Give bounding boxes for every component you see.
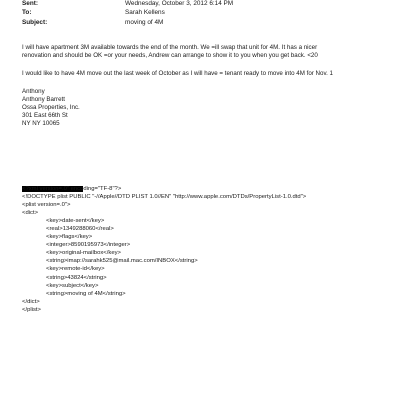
plist-block — [22, 185, 306, 314]
to-value: Sarah Kellens — [125, 9, 165, 16]
body-line: renovation and should be OK =or your needs, Andrew can arrange to show it to you when you get back. <20 — [22, 52, 318, 60]
plist-line: <string>imap://sarahk525@mail.mac.com/INBOX</string> — [46, 258, 198, 265]
plist-line: <key>original-mailbox</key> — [46, 250, 121, 257]
plist-line: </plist> — [22, 306, 41, 313]
body-paragraph-2 — [22, 70, 382, 78]
signature-block — [22, 88, 80, 128]
body-line: I will have apartment 3M available towards the end of the month. We =ill swap that unit for 4M. It has a nicer — [22, 44, 318, 51]
signature-company: Ossa Properties, Inc. — [22, 104, 80, 112]
plist-line: <!DOCTYPE plist PUBLIC "-//Apple//DTD PLIST 1.0//EN" "http://www.apple.com/DTDs/PropertyList-1.0.dtd"> — [22, 194, 307, 201]
sent-label: Sent: — [22, 0, 38, 7]
plist-line: <real>1349288060</real> — [46, 226, 114, 233]
signature-short-name: Anthony — [22, 88, 45, 95]
plist-line: <key>date-sent</key> — [46, 218, 105, 225]
plist-line: <plist version=.0"> — [22, 202, 71, 209]
subject-value: moving of 4M — [125, 19, 164, 26]
plist-line: <string>moving of 4M</string> — [46, 290, 126, 297]
plist-line: <key>flags</key> — [46, 234, 93, 241]
signature-full-name: Anthony Barrett — [22, 96, 65, 104]
plist-line: <key>subject</key> — [46, 282, 99, 289]
subject-label: Subject: — [22, 19, 48, 26]
body-paragraph-1 — [22, 44, 382, 60]
body-line: I would like to have 4M move out the last week of October as I will have = tenant ready to move into 4M for Nov. 1 — [22, 70, 333, 77]
plist-line: <key>remote-id</key> — [46, 266, 105, 273]
plist-line: <string>43824</string> — [46, 274, 107, 281]
plist-line: <integer>8590195973</integer> — [46, 242, 131, 249]
plist-line: </dict> — [22, 298, 40, 305]
to-label: To: — [22, 9, 32, 16]
signature-street: 301 East 66th St — [22, 112, 68, 120]
plist-line: <?xml version=.0" encoding="TF-8"?> — [22, 186, 122, 192]
signature-city: NY NY 10065 — [22, 120, 60, 128]
sent-value: Wednesday, October 3, 2012 6:14 PM — [125, 0, 234, 7]
plist-line: <dict> — [22, 210, 39, 217]
